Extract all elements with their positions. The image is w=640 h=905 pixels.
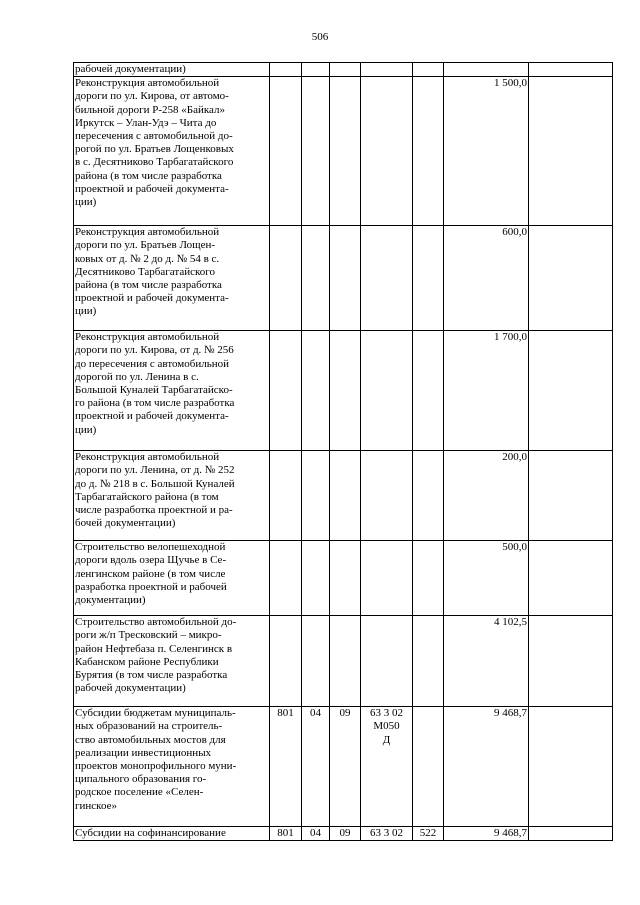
extra-cell	[529, 63, 613, 77]
row-name: Строительство велопешеходной дороги вдоль озера Щучье в Се- ленгинском районе (в том числе разработка проектной и рабочей документации)	[75, 541, 227, 607]
podrazdel-cell	[330, 226, 361, 331]
extra-cell	[529, 707, 613, 827]
ved-cell: 801	[270, 707, 302, 827]
razdel-cell: 04	[302, 707, 330, 827]
razdel-cell	[302, 331, 330, 451]
podrazdel-cell	[330, 63, 361, 77]
ved-cell	[270, 226, 302, 331]
table-row	[74, 331, 613, 451]
razdel-cell	[302, 451, 330, 541]
amount-cell: 9 468,7	[444, 827, 529, 841]
vr-cell	[413, 63, 444, 77]
vr-cell	[413, 77, 444, 226]
page-number: 506	[311, 31, 329, 43]
extra-cell	[529, 331, 613, 451]
extra-cell	[529, 77, 613, 226]
ved-cell: 801	[270, 827, 302, 841]
podrazdel-cell: 09	[330, 827, 361, 841]
ved-cell	[270, 541, 302, 616]
row-name: Субсидии на софинансирование	[75, 827, 226, 840]
csr-cell	[361, 77, 413, 226]
csr-cell	[361, 616, 413, 707]
amount-cell: 9 468,7	[444, 707, 529, 827]
extra-cell	[529, 451, 613, 541]
csr-cell	[361, 226, 413, 331]
podrazdel-cell: 09	[330, 707, 361, 827]
table-row	[74, 451, 613, 541]
podrazdel-cell	[330, 541, 361, 616]
vr-cell	[413, 226, 444, 331]
extra-cell	[529, 226, 613, 331]
csr-cell	[361, 63, 413, 77]
csr-cell	[361, 451, 413, 541]
vr-cell: 522	[413, 827, 444, 841]
amount-cell: 600,0	[444, 226, 529, 331]
podrazdel-cell	[330, 331, 361, 451]
amount-cell: 1 700,0	[444, 331, 529, 451]
csr-cell: 63 3 02	[361, 827, 413, 841]
vr-cell	[413, 451, 444, 541]
csr-cell	[361, 541, 413, 616]
extra-cell	[529, 827, 613, 841]
extra-cell	[529, 541, 613, 616]
table-row	[74, 616, 613, 707]
vr-cell	[413, 541, 444, 616]
vr-cell	[413, 331, 444, 451]
row-name: Строительство автомобильной до- роги ж/п Тресковский – микро- район Нефтебаза п. Селенгинск в Кабанском районе Республики Бурятия (в том числе разработка рабочей документации)	[75, 616, 237, 695]
extra-cell	[529, 616, 613, 707]
podrazdel-cell	[330, 451, 361, 541]
csr-cell: 63 3 02 М050 Д	[370, 707, 403, 746]
table-row	[74, 77, 613, 226]
row-name: Реконструкция автомобильной дороги по ул. Кирова, от автомо- бильной дороги Р-258 «Байкал» Иркутск – Улан-Удэ – Чита до пересечения с автомобильной до- рогой по ул. Братьев Лощенковых в с. Десятниково Тарбагатайского района (в том числе разработка проектной и рабочей документа- ции)	[75, 77, 234, 209]
ved-cell	[270, 451, 302, 541]
amount-cell: 200,0	[444, 451, 529, 541]
table-row	[74, 541, 613, 616]
table-body	[74, 63, 613, 841]
razdel-cell	[302, 541, 330, 616]
vr-cell	[413, 616, 444, 707]
table-row	[74, 827, 613, 841]
razdel-cell	[302, 616, 330, 707]
razdel-cell: 04	[302, 827, 330, 841]
ved-cell	[270, 331, 302, 451]
razdel-cell	[302, 77, 330, 226]
podrazdel-cell	[330, 616, 361, 707]
vr-cell	[413, 707, 444, 827]
amount-cell: 1 500,0	[444, 77, 529, 226]
budget-table	[73, 62, 613, 841]
table-row	[74, 707, 613, 827]
amount-cell	[444, 63, 529, 77]
razdel-cell	[302, 63, 330, 77]
row-name: Реконструкция автомобильной дороги по ул. Ленина, от д. № 252 до д. № 218 в с. Большой Куналей Тарбагатайского района (в том числе разработка проектной и ра- бочей документации)	[75, 451, 235, 530]
ved-cell	[270, 616, 302, 707]
row-name: Реконструкция автомобильной дороги по ул. Братьев Лощен- ковых от д. № 2 до д. № 54 в с. Десятниково Тарбагатайского района (в том числе разработка проектной и рабочей документа- ции)	[75, 226, 229, 318]
ved-cell	[270, 77, 302, 226]
table-row	[74, 63, 613, 77]
csr-cell	[361, 331, 413, 451]
razdel-cell	[302, 226, 330, 331]
amount-cell: 4 102,5	[444, 616, 529, 707]
row-name: Субсидии бюджетам муниципаль- ных образований на строитель- ство автомобильных мостов для реализации инвестиционных проектов монопрофильного муни- ципального образования го- родское поселение «Селен- гинское»	[75, 707, 237, 812]
amount-cell: 500,0	[444, 541, 529, 616]
podrazdel-cell	[330, 77, 361, 226]
table-row	[74, 226, 613, 331]
row-name: рабочей документации)	[75, 63, 186, 75]
ved-cell	[270, 63, 302, 77]
row-name: Реконструкция автомобильной дороги по ул. Кирова, от д. № 256 до пересечения с автомобильной дорогой по ул. Ленина в с. Большой Куналей Тарбагатайско- го района (в том числе разработка проектной и рабочей документа- ции)	[75, 331, 235, 436]
